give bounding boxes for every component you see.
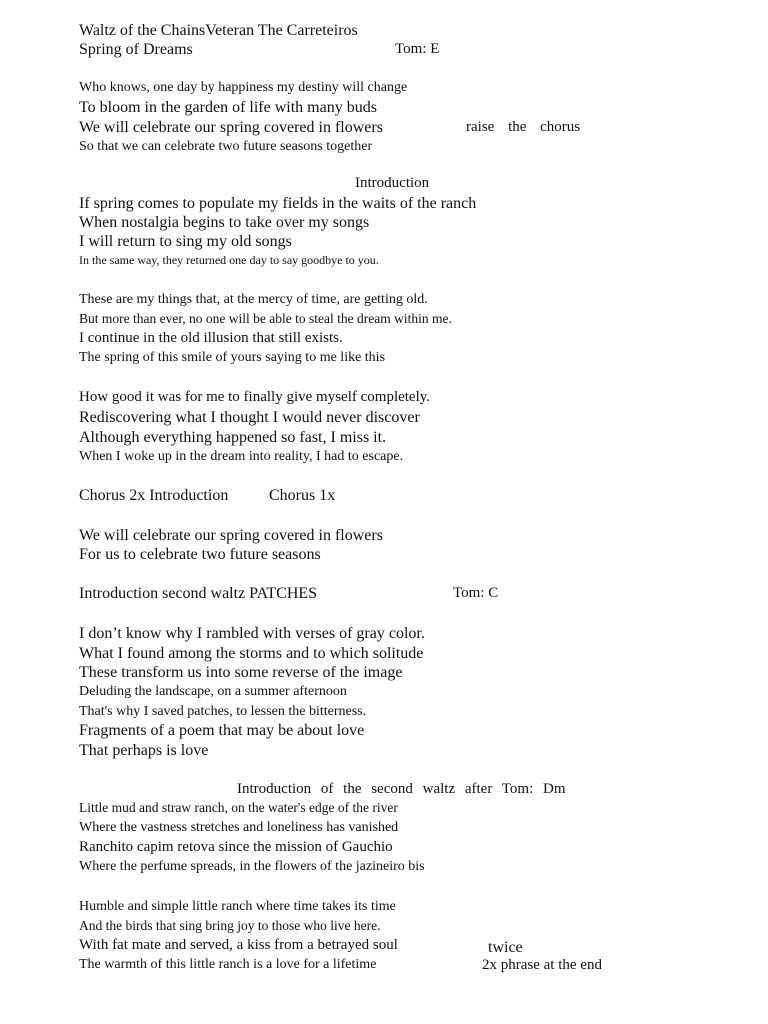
lyric-line: When nostalgia begins to take over my songs [79, 214, 370, 231]
section-label: Introduction second waltz PATCHES [79, 585, 318, 602]
lyric-line: How good it was for me to finally give myself completely. [79, 389, 431, 405]
twice-note: twice [488, 939, 523, 956]
lyric-line: With fat mate and served, a kiss from a betrayed soul [79, 937, 398, 953]
lyric-line: So that we can celebrate two future seasons together [79, 139, 373, 154]
lyric-line: Little mud and straw ranch, on the water's edge of the river [79, 800, 398, 815]
lyric-line: Rediscovering what I thought I would never discover [79, 409, 420, 426]
lyric-line: For us to celebrate two future seasons [79, 546, 321, 563]
lyric-line: Where the perfume spreads, in the flowers of the jazineiro bis [79, 859, 425, 874]
key-label: Tom: E [395, 41, 440, 57]
chorus-note: raise the chorus [466, 119, 581, 135]
lyric-line: And the birds that sing bring joy to those who live here. [79, 918, 381, 933]
lyric-line: Ranchito capim retova since the mission of Gauchio [79, 839, 393, 855]
lyric-line: Deluding the landscape, on a summer afternoon [79, 684, 347, 699]
lyric-line: I continue in the old illusion that still exists. [79, 330, 343, 346]
chorus-instruction-2: Chorus 1x [269, 487, 336, 504]
lyric-line: To bloom in the garden of life with many buds [79, 99, 377, 116]
lyric-line: That perhaps is love [79, 742, 209, 759]
lyric-line: That's why I saved patches, to lessen the bitterness. [79, 704, 367, 719]
lyric-line: These are my things that, at the mercy of time, are getting old. [79, 292, 428, 307]
lyric-line: Although everything happened so fast, I miss it. [79, 429, 387, 446]
lyric-line: The warmth of this little ranch is a love for a lifetime [79, 957, 377, 972]
lyric-line: But more than ever, no one will be able to steal the dream within me. [79, 311, 452, 326]
chorus-instruction: Chorus 2x Introduction [79, 487, 229, 504]
lyric-line: We will celebrate our spring covered in flowers [79, 527, 383, 544]
lyric-line: In the same way, they returned one day to say goodbye to you. [79, 253, 379, 267]
section-label: Introduction of the second waltz after Tom: Dm [237, 781, 566, 797]
phrase-end-note: 2x phrase at the end [482, 957, 602, 973]
lyric-line: These transform us into some reverse of the image [79, 664, 403, 681]
song-title: Waltz of the ChainsVeteran The Carreteiros [79, 22, 358, 39]
lyric-line: I will return to sing my old songs [79, 233, 292, 250]
key-label: Tom: C [453, 585, 499, 601]
lyric-line: Where the vastness stretches and loneliness has vanished [79, 820, 399, 835]
lyric-line: What I found among the storms and to which solitude [79, 645, 424, 662]
lyric-line: When I woke up in the dream into reality, I had to escape. [79, 449, 404, 464]
song-subtitle: Spring of Dreams [79, 41, 193, 58]
lyric-line: The spring of this smile of yours saying to me like this [79, 350, 386, 365]
lyric-line: We will celebrate our spring covered in flowers [79, 119, 383, 136]
lyric-line: Who knows, one day by happiness my destiny will change [79, 80, 408, 95]
section-label: Introduction [355, 175, 430, 191]
lyric-line: Humble and simple little ranch where time takes its time [79, 899, 396, 914]
lyric-line: Fragments of a poem that may be about love [79, 722, 365, 739]
lyric-line: I don’t know why I rambled with verses of gray color. [79, 625, 425, 642]
lyric-line: If spring comes to populate my fields in the waits of the ranch [79, 195, 477, 212]
